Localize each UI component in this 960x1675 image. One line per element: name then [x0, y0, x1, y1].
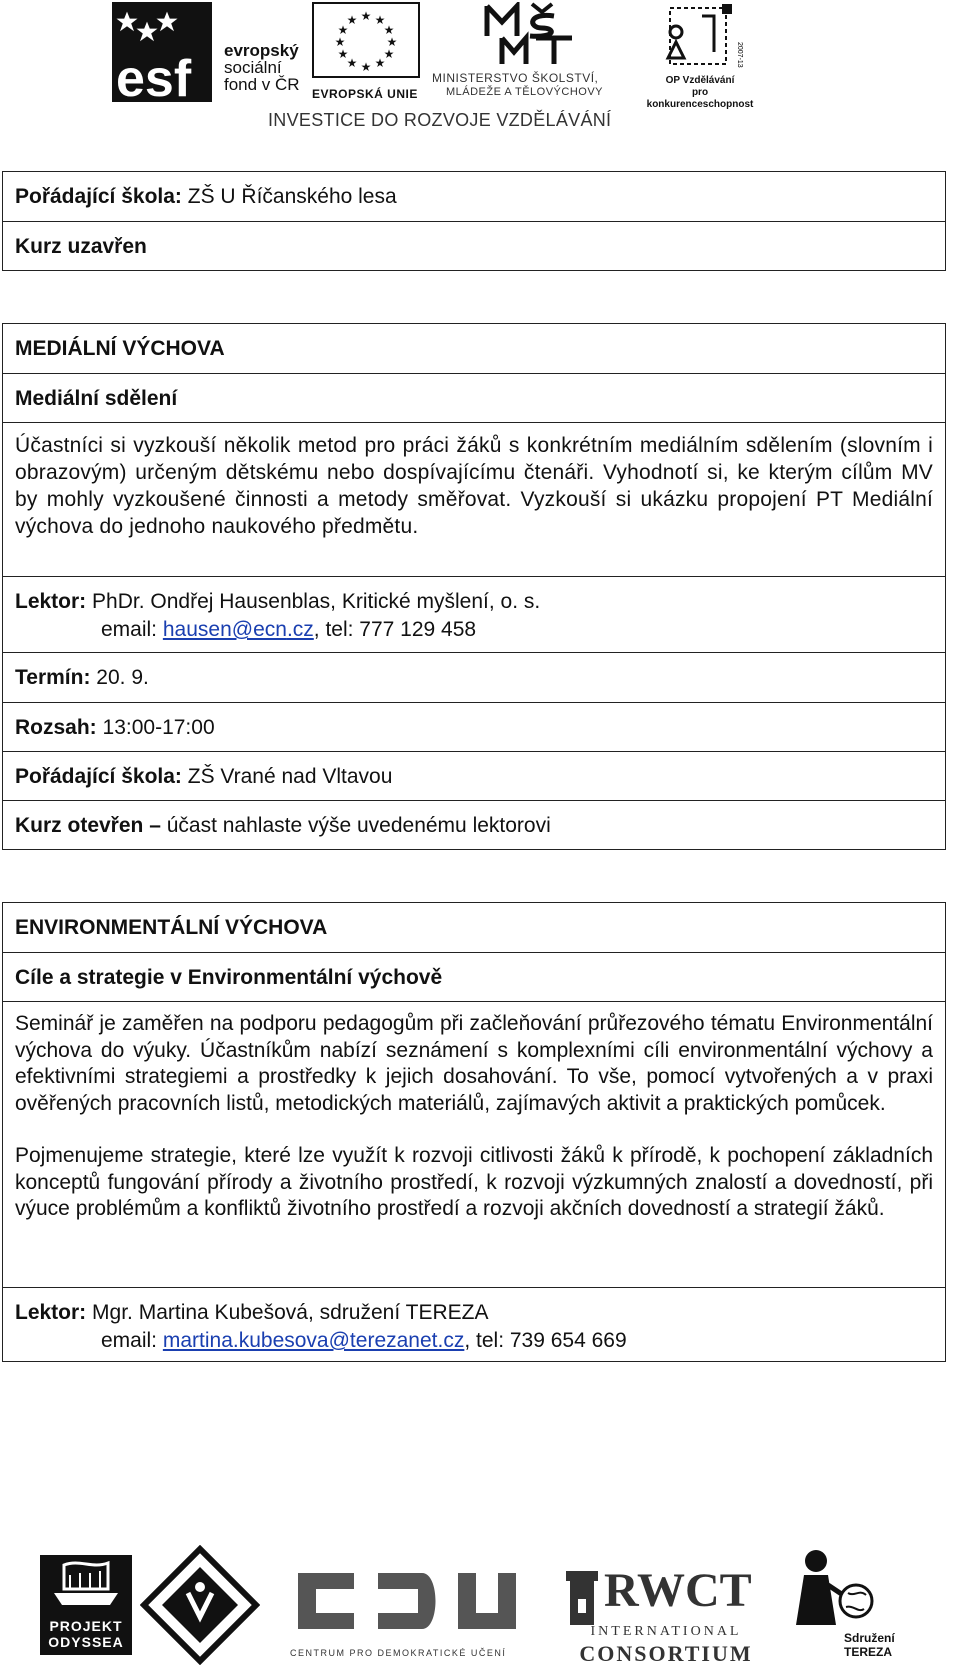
- school-row: [3, 172, 945, 221]
- eu-flag-icon: [312, 2, 420, 78]
- email-link[interactable]: hausen@ecn.cz: [162, 618, 314, 641]
- clovek-diamond-icon: [140, 1545, 260, 1665]
- tereza-line2: TEREZA: [844, 1645, 892, 1659]
- svg-text:★: ★: [383, 47, 395, 61]
- description-row: [3, 1001, 945, 1287]
- status-label: Kurz otevřen –: [15, 814, 161, 837]
- section-description: Účastníci si vyzkouší několik metod pro práci žáků s konkrétním mediálním sdělením (slovním i obrazovým) určeným dětskému nebo dospívajícímu čtenáři. Vyhodnotí si, ke kterým cílům MV by mohly vyzkoušené činnosti a metody směřovat. Vyzkouší si ukázku propojení PT Mediální výchova do jednoho naukového předmětu.: [15, 434, 933, 538]
- svg-text:★: ★: [337, 47, 349, 61]
- lektor-label: Lektor:: [15, 590, 87, 613]
- section-subheading: Cíle a strategie v Environmentální výchově: [15, 966, 443, 989]
- lektor-row: [3, 576, 945, 652]
- email-link[interactable]: martina.kubesova@terezanet.cz: [162, 1329, 465, 1352]
- rwct-line2: CONSORTIUM: [579, 1641, 753, 1666]
- cdu-mark-icon: [290, 1565, 526, 1637]
- lektor-value: PhDr. Ondřej Hausenblas, Kritické myšlení, o. s.: [86, 590, 541, 613]
- rozsah-row: [3, 702, 945, 751]
- description-paragraph-1: Seminář je zaměřen na podporu pedagogům při začleňování průřezového tématu Environmentální výchova do výuky. Účastníkům nabízí seznámení s komplexními cíli environmentální výchovy a efektivními strategiemi a prostředky k jejich dosahování. To vše, pomocí vytvořených a v praxi ověřených pracovních listů, metodických materiálů, zajímavých aktivit a praktických pomůcek.: [15, 1012, 933, 1115]
- svg-text:★: ★: [346, 13, 358, 27]
- svg-text:★: ★: [374, 56, 386, 70]
- tower-icon: [564, 1569, 600, 1629]
- svg-text:★: ★: [386, 35, 398, 49]
- school-row: [3, 751, 945, 800]
- lektor-row: [3, 1287, 945, 1361]
- msmt-mark-icon: [432, 2, 632, 66]
- lektor-value: Mgr. Martina Kubešová, sdružení TEREZA: [86, 1301, 489, 1324]
- section-heading: ENVIRONMENTÁLNÍ VÝCHOVA: [15, 916, 328, 939]
- rwct-big: RWCT: [604, 1564, 752, 1617]
- termin-value: 20. 9.: [90, 666, 149, 689]
- block-media-education: [2, 323, 946, 850]
- op-years: 2007-13: [736, 42, 743, 68]
- phone-number: , tel: 777 129 458: [313, 618, 477, 641]
- tereza-line1: Sdružení: [844, 1631, 895, 1645]
- svg-text:★: ★: [360, 9, 372, 23]
- school-value: ZŠ U Říčanského lesa: [181, 185, 397, 208]
- op-logo: [640, 2, 760, 110]
- esf-line3: fond v ČR: [224, 75, 300, 94]
- status-value: účast nahlaste výše uvedenému lektorovi: [160, 814, 551, 837]
- esf-line1: evropský: [224, 41, 299, 60]
- msmt-logo: [432, 2, 632, 102]
- section-subheading: Mediální sdělení: [15, 387, 178, 410]
- svg-text:esf: esf: [116, 50, 192, 102]
- op-line2: pro konkurenceschopnost: [646, 87, 754, 110]
- email-prefix: email:: [101, 1329, 163, 1352]
- msmt-line2: MLÁDEŽE A TĚLOVÝCHOVY: [446, 86, 604, 98]
- svg-text:★: ★: [360, 60, 372, 74]
- esf-line2: sociální: [224, 58, 282, 77]
- ship-icon: [40, 1555, 132, 1613]
- heading-row: [3, 903, 945, 952]
- status-row: [3, 221, 945, 270]
- subheading-row: [3, 373, 945, 422]
- course-status: Kurz uzavřen: [15, 235, 147, 258]
- cdu-label: CENTRUM PRO DEMOKRATICKÉ UČENÍ: [290, 1648, 507, 1658]
- cdu-logo: [290, 1565, 530, 1665]
- email-prefix: email:: [101, 618, 163, 641]
- termin-label: Termín:: [15, 666, 91, 689]
- section-heading: MEDIÁLNÍ VÝCHOVA: [15, 337, 225, 360]
- op-mark-icon: [640, 2, 750, 70]
- odyssea-logo: [40, 1555, 132, 1655]
- rozsah-label: Rozsah:: [15, 716, 97, 739]
- status-row: [3, 800, 945, 849]
- lektor-label: Lektor:: [15, 1301, 87, 1324]
- tereza-logo: [790, 1545, 900, 1665]
- msmt-line1: MINISTERSTVO ŠKOLSTVÍ,: [432, 71, 599, 85]
- footer-logos: [0, 1545, 960, 1675]
- tereza-figure-icon: [790, 1545, 880, 1629]
- school-label: Pořádající škola:: [15, 765, 182, 788]
- clovek-v-tisni-logo: [140, 1545, 260, 1665]
- svg-text:★: ★: [374, 13, 386, 27]
- odyssea-line1: PROJEKT: [49, 1618, 123, 1634]
- school-label: Pořádající škola:: [15, 185, 182, 208]
- heading-row: [3, 324, 945, 373]
- subheading-row: [3, 952, 945, 1001]
- svg-text:★: ★: [383, 23, 395, 37]
- eu-logo: [312, 2, 422, 102]
- header-tagline: INVESTICE DO ROZVOJE VZDĚLÁVÁNÍ: [268, 110, 612, 130]
- rozsah-value: 13:00-17:00: [96, 716, 215, 739]
- phone-number: , tel: 739 654 669: [464, 1329, 627, 1352]
- svg-text:★: ★: [346, 56, 358, 70]
- description-row: [3, 422, 945, 576]
- termin-row: [3, 652, 945, 702]
- block-environmental-education: [2, 902, 946, 1362]
- school-value: ZŠ Vrané nad Vltavou: [181, 765, 393, 788]
- rwct-line1: INTERNATIONAL: [590, 1624, 742, 1639]
- header-logos: [0, 0, 960, 150]
- svg-text:★: ★: [334, 35, 346, 49]
- esf-logo: [112, 2, 302, 102]
- rwct-logo: [564, 1565, 774, 1665]
- op-line1: OP Vzdělávání: [665, 75, 735, 86]
- block-course-1: [2, 171, 946, 271]
- description-paragraph-2: Pojmenujeme strategie, které lze využít k rozvoji citlivosti žáků k přírodě, k pochopení základních konceptů fungování přírody a životního prostředí, k rozvoji výzkumných znalostí a dovedností, při výuce problémům a konfliktů životního prostředí a rozvoji akčních dovedností a strategií žáků.: [15, 1144, 933, 1220]
- svg-text:★: ★: [337, 23, 349, 37]
- eu-label: EVROPSKÁ UNIE: [312, 87, 418, 101]
- odyssea-line2: ODYSSEA: [48, 1634, 124, 1650]
